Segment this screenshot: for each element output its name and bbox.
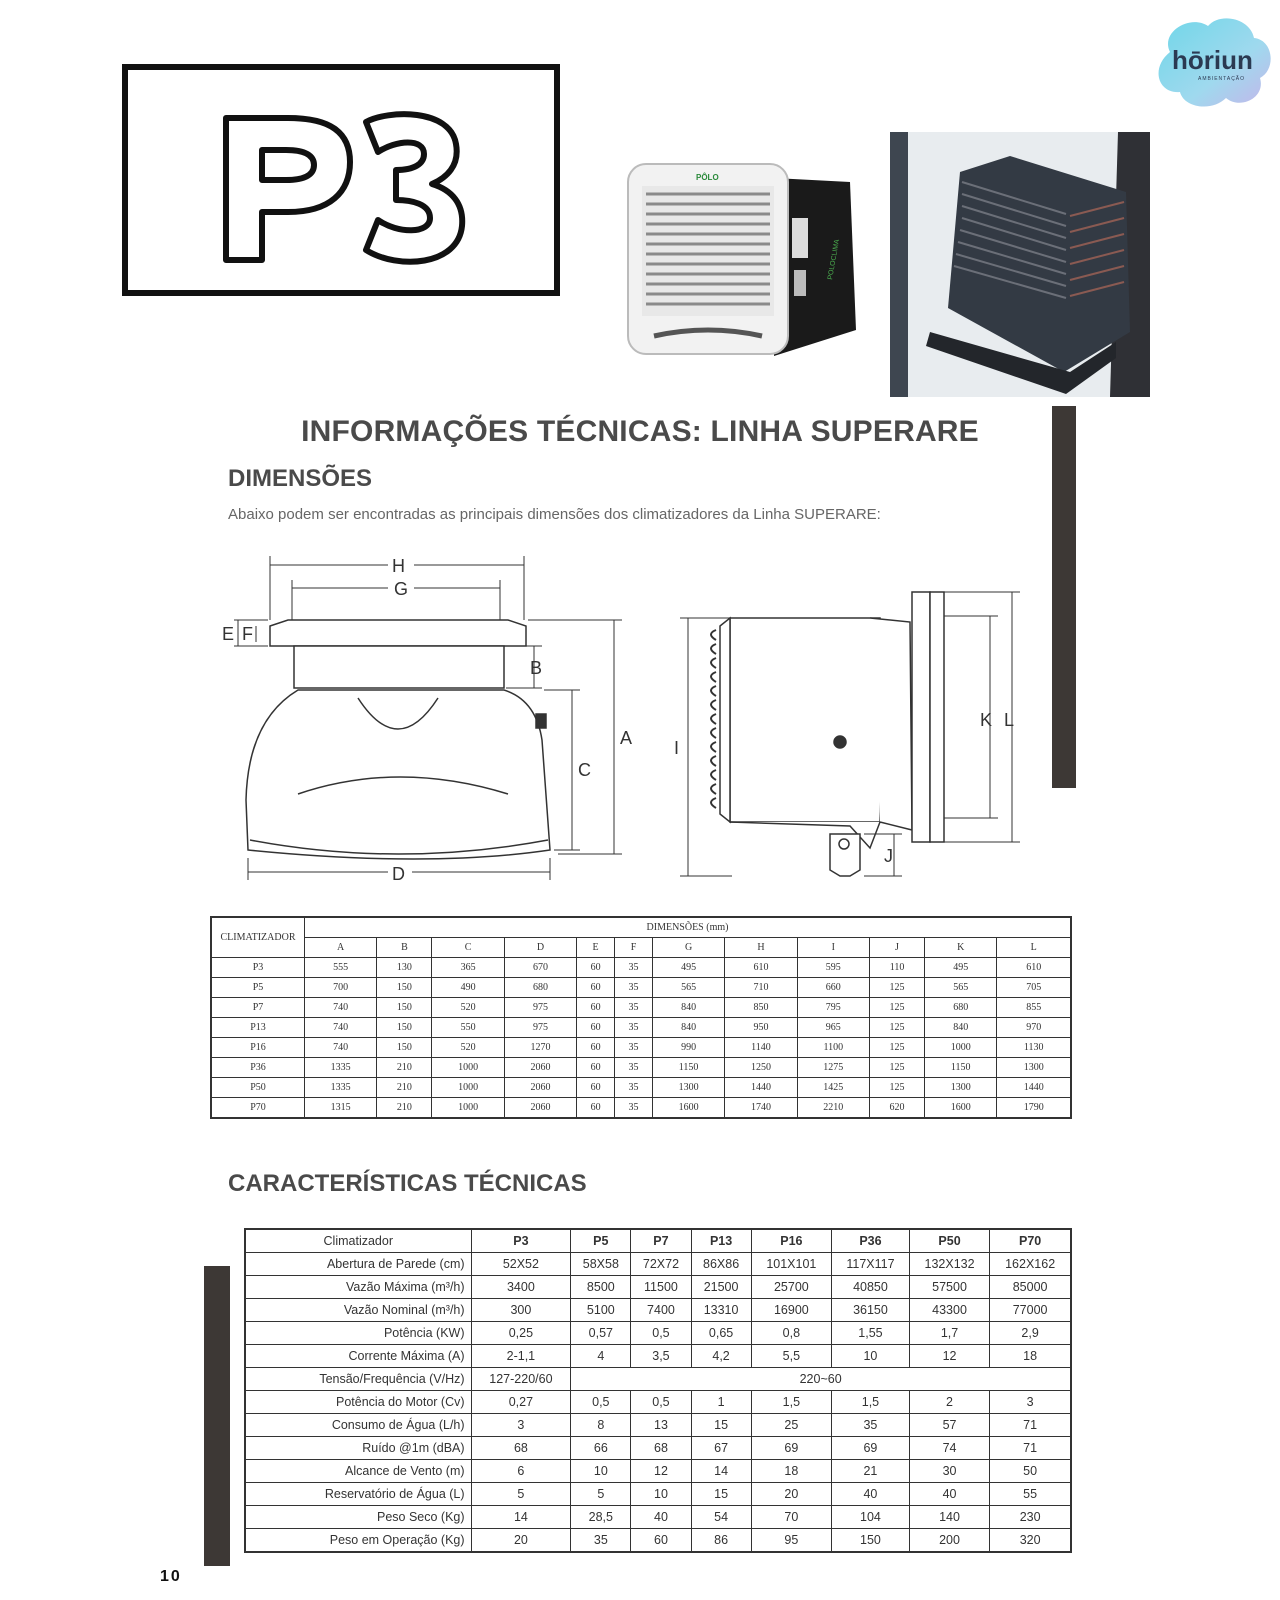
dim-label-a: A bbox=[620, 728, 633, 748]
char-row-label: Peso Seco (Kg) bbox=[245, 1506, 471, 1529]
cooler-brand-label: PÔLO bbox=[696, 173, 719, 182]
table-cell: 555 bbox=[305, 958, 377, 978]
table-cell: 35 bbox=[615, 978, 653, 998]
table-cell: 58X58 bbox=[571, 1253, 631, 1276]
table-cell: 620 bbox=[869, 1098, 924, 1119]
row-model: P36 bbox=[211, 1058, 305, 1078]
table-cell: 740 bbox=[305, 1018, 377, 1038]
table-row bbox=[211, 998, 1071, 1018]
table-cell: 1150 bbox=[925, 1058, 997, 1078]
table-cell: 16900 bbox=[751, 1299, 831, 1322]
table-cell: 125 bbox=[869, 1038, 924, 1058]
table-cell: 35 bbox=[615, 1098, 653, 1119]
dim-column-header: D bbox=[504, 938, 576, 958]
table-row bbox=[245, 1391, 1071, 1414]
table-cell: 35 bbox=[615, 1018, 653, 1038]
table-row bbox=[245, 1322, 1071, 1345]
table-cell: 705 bbox=[997, 978, 1071, 998]
table-cell: 125 bbox=[869, 1018, 924, 1038]
table-cell: 1000 bbox=[432, 1098, 504, 1119]
table-cell: 57 bbox=[909, 1414, 989, 1437]
dim-column-header: C bbox=[432, 938, 504, 958]
table-cell: 13310 bbox=[691, 1299, 751, 1322]
table-cell: 10 bbox=[832, 1345, 910, 1368]
table-cell: 60 bbox=[577, 1038, 615, 1058]
table-cell: 3 bbox=[471, 1414, 571, 1437]
table-cell: 35 bbox=[615, 1078, 653, 1098]
table-cell: 12 bbox=[909, 1345, 989, 1368]
row-model: P16 bbox=[211, 1038, 305, 1058]
table-cell: 69 bbox=[751, 1437, 831, 1460]
dimensions-table bbox=[210, 916, 1072, 1119]
table-cell: 4,2 bbox=[691, 1345, 751, 1368]
char-header-model: P36 bbox=[832, 1229, 910, 1253]
table-cell: 35 bbox=[615, 998, 653, 1018]
front-view-drawing bbox=[222, 550, 633, 895]
table-cell: 8 bbox=[571, 1414, 631, 1437]
table-cell: 0,5 bbox=[631, 1391, 691, 1414]
table-row bbox=[245, 1368, 1071, 1391]
table-cell: 125 bbox=[869, 998, 924, 1018]
dimensions-heading: DIMENSÕES bbox=[228, 465, 373, 492]
table-cell: 70 bbox=[751, 1506, 831, 1529]
char-header-model: P16 bbox=[751, 1229, 831, 1253]
dim-table-body bbox=[211, 958, 1071, 1119]
table-cell: 6 bbox=[471, 1460, 571, 1483]
dim-column-header: J bbox=[869, 938, 924, 958]
table-cell: 110 bbox=[869, 958, 924, 978]
table-cell: 495 bbox=[652, 958, 724, 978]
table-cell: 125 bbox=[869, 978, 924, 998]
table-cell: 1275 bbox=[797, 1058, 869, 1078]
table-cell: 1440 bbox=[725, 1078, 797, 1098]
dim-label-c: C bbox=[578, 760, 591, 780]
char-header-model: P7 bbox=[631, 1229, 691, 1253]
char-header-model: P3 bbox=[471, 1229, 571, 1253]
dim-label-g: G bbox=[394, 579, 409, 599]
table-cell: 60 bbox=[577, 1018, 615, 1038]
dim-column-header: K bbox=[925, 938, 997, 958]
table-cell: 1000 bbox=[925, 1038, 997, 1058]
table-cell: 86 bbox=[691, 1529, 751, 1553]
table-cell: 1270 bbox=[504, 1038, 576, 1058]
table-cell: 140 bbox=[909, 1506, 989, 1529]
table-cell: 975 bbox=[504, 1018, 576, 1038]
table-cell: 1 bbox=[691, 1391, 751, 1414]
table-cell: 1300 bbox=[997, 1058, 1071, 1078]
table-cell: 0,5 bbox=[631, 1322, 691, 1345]
table-cell: 0,8 bbox=[751, 1322, 831, 1345]
table-cell: 72X72 bbox=[631, 1253, 691, 1276]
dim-column-header: B bbox=[377, 938, 432, 958]
table-cell: 1140 bbox=[725, 1038, 797, 1058]
char-table-header bbox=[245, 1229, 1071, 1253]
table-cell: 60 bbox=[631, 1529, 691, 1553]
table-row bbox=[211, 958, 1071, 978]
char-table-body bbox=[245, 1253, 1071, 1553]
table-cell: 300 bbox=[471, 1299, 571, 1322]
table-cell: 15 bbox=[691, 1483, 751, 1506]
table-cell: 850 bbox=[725, 998, 797, 1018]
table-row bbox=[211, 1018, 1071, 1038]
table-cell: 1740 bbox=[725, 1098, 797, 1119]
table-cell: 25 bbox=[751, 1414, 831, 1437]
page-number: 10 bbox=[160, 1568, 182, 1585]
table-row bbox=[211, 1058, 1071, 1078]
table-cell: 150 bbox=[377, 1018, 432, 1038]
table-cell: 25700 bbox=[751, 1276, 831, 1299]
table-cell: 35 bbox=[615, 1058, 653, 1078]
cooler-side-brand-label: POLOCLIMA bbox=[827, 238, 842, 281]
dim-label-i: I bbox=[674, 738, 680, 758]
table-cell: 2210 bbox=[797, 1098, 869, 1119]
table-cell: 1100 bbox=[797, 1038, 869, 1058]
table-cell: 60 bbox=[577, 1098, 615, 1119]
table-cell: 1250 bbox=[725, 1058, 797, 1078]
table-cell: 1300 bbox=[925, 1078, 997, 1098]
dim-column-header: H bbox=[725, 938, 797, 958]
table-cell: 0,27 bbox=[471, 1391, 571, 1414]
table-cell: 2-1,1 bbox=[471, 1345, 571, 1368]
table-cell: 1440 bbox=[997, 1078, 1071, 1098]
table-cell: 2060 bbox=[504, 1058, 576, 1078]
dim-column-header: A bbox=[305, 938, 377, 958]
row-model: P5 bbox=[211, 978, 305, 998]
row-model: P70 bbox=[211, 1098, 305, 1119]
table-cell: 3 bbox=[990, 1391, 1071, 1414]
row-model: P50 bbox=[211, 1078, 305, 1098]
table-cell: 855 bbox=[997, 998, 1071, 1018]
logo-name: hōriun bbox=[1172, 45, 1253, 75]
table-row bbox=[211, 1078, 1071, 1098]
table-cell: 67 bbox=[691, 1437, 751, 1460]
dim-column-header: I bbox=[797, 938, 869, 958]
table-cell: 95 bbox=[751, 1529, 831, 1553]
table-cell: 950 bbox=[725, 1018, 797, 1038]
table-cell: 1000 bbox=[432, 1078, 504, 1098]
table-cell: 150 bbox=[377, 998, 432, 1018]
table-cell: 1315 bbox=[305, 1098, 377, 1119]
table-row bbox=[211, 1038, 1071, 1058]
dim-label-j: J bbox=[884, 846, 893, 866]
table-cell: 3400 bbox=[471, 1276, 571, 1299]
table-cell: 610 bbox=[725, 958, 797, 978]
table-cell: 10 bbox=[571, 1460, 631, 1483]
table-cell: 12 bbox=[631, 1460, 691, 1483]
table-cell: 610 bbox=[997, 958, 1071, 978]
table-cell: 7400 bbox=[631, 1299, 691, 1322]
table-cell: 150 bbox=[377, 1038, 432, 1058]
char-row-label: Ruído @1m (dBA) bbox=[245, 1437, 471, 1460]
logo-tagline: AMBIENTAÇÃO bbox=[1198, 76, 1246, 82]
dim-label-f: F bbox=[242, 624, 253, 644]
table-cell: 14 bbox=[691, 1460, 751, 1483]
table-cell: 60 bbox=[577, 998, 615, 1018]
table-cell: 565 bbox=[652, 978, 724, 998]
table-cell: 1335 bbox=[305, 1078, 377, 1098]
table-cell: 10 bbox=[631, 1483, 691, 1506]
dim-column-header: F bbox=[615, 938, 653, 958]
char-row-label: Corrente Máxima (A) bbox=[245, 1345, 471, 1368]
cooler-photo-installed bbox=[890, 132, 1150, 397]
table-cell: 365 bbox=[432, 958, 504, 978]
table-cell: 840 bbox=[652, 998, 724, 1018]
table-cell: 700 bbox=[305, 978, 377, 998]
table-cell: 0,5 bbox=[571, 1391, 631, 1414]
char-row-label: Abertura de Parede (cm) bbox=[245, 1253, 471, 1276]
char-row-label: Consumo de Água (L/h) bbox=[245, 1414, 471, 1437]
table-cell: 965 bbox=[797, 1018, 869, 1038]
char-header-label: Climatizador bbox=[245, 1229, 471, 1253]
table-row bbox=[245, 1437, 1071, 1460]
table-cell: 101X101 bbox=[751, 1253, 831, 1276]
table-cell: 210 bbox=[377, 1078, 432, 1098]
table-row bbox=[245, 1299, 1071, 1322]
decorative-bar-left bbox=[204, 1266, 230, 1566]
table-cell: 68 bbox=[471, 1437, 571, 1460]
table-cell: 8500 bbox=[571, 1276, 631, 1299]
table-cell: 210 bbox=[377, 1058, 432, 1078]
table-cell: 125 bbox=[869, 1058, 924, 1078]
table-cell: 125 bbox=[869, 1078, 924, 1098]
table-cell: 1150 bbox=[652, 1058, 724, 1078]
dim-label-b: B bbox=[530, 658, 543, 678]
table-cell: 5 bbox=[471, 1483, 571, 1506]
char-row-label: Tensão/Frequência (V/Hz) bbox=[245, 1368, 471, 1391]
table-cell: 13 bbox=[631, 1414, 691, 1437]
table-cell: 565 bbox=[925, 978, 997, 998]
table-row bbox=[245, 1253, 1071, 1276]
table-cell: 162X162 bbox=[990, 1253, 1071, 1276]
table-cell: 130 bbox=[377, 958, 432, 978]
table-cell: 1790 bbox=[997, 1098, 1071, 1119]
table-cell: 1300 bbox=[652, 1078, 724, 1098]
table-cell: 4 bbox=[571, 1345, 631, 1368]
table-cell: 40850 bbox=[832, 1276, 910, 1299]
table-cell: 35 bbox=[615, 958, 653, 978]
dim-table-group: DIMENSÕES (mm) bbox=[305, 917, 1072, 938]
table-cell: 1,7 bbox=[909, 1322, 989, 1345]
table-cell: 50 bbox=[990, 1460, 1071, 1483]
table-cell: 1,5 bbox=[751, 1391, 831, 1414]
row-model: P13 bbox=[211, 1018, 305, 1038]
dim-label-e: E bbox=[222, 624, 235, 644]
row-model: P7 bbox=[211, 998, 305, 1018]
table-cell: 2060 bbox=[504, 1098, 576, 1119]
table-cell: 1,55 bbox=[832, 1322, 910, 1345]
table-cell: 71 bbox=[990, 1437, 1071, 1460]
char-row-label: Peso em Operação (Kg) bbox=[245, 1529, 471, 1553]
dim-label-d: D bbox=[392, 864, 405, 884]
table-cell: 3,5 bbox=[631, 1345, 691, 1368]
table-cell: 5,5 bbox=[751, 1345, 831, 1368]
table-cell: 660 bbox=[797, 978, 869, 998]
table-cell: 0,65 bbox=[691, 1322, 751, 1345]
table-cell: 40 bbox=[909, 1483, 989, 1506]
table-cell: 21 bbox=[832, 1460, 910, 1483]
table-row bbox=[245, 1414, 1071, 1437]
char-header-model: P5 bbox=[571, 1229, 631, 1253]
table-cell: 320 bbox=[990, 1529, 1071, 1553]
dim-label-k: K bbox=[980, 710, 993, 730]
dim-label-h: H bbox=[392, 556, 405, 576]
table-cell: 490 bbox=[432, 978, 504, 998]
table-cell: 1600 bbox=[925, 1098, 997, 1119]
char-header-model: P13 bbox=[691, 1229, 751, 1253]
table-cell: 220~60 bbox=[571, 1368, 1071, 1391]
table-cell: 740 bbox=[305, 1038, 377, 1058]
dim-label-l: L bbox=[1004, 710, 1015, 730]
table-cell: 1335 bbox=[305, 1058, 377, 1078]
table-cell: 35 bbox=[571, 1529, 631, 1553]
table-cell: 520 bbox=[432, 1038, 504, 1058]
table-cell: 5 bbox=[571, 1483, 631, 1506]
row-model: P3 bbox=[211, 958, 305, 978]
table-cell: 1,5 bbox=[832, 1391, 910, 1414]
table-cell: 11500 bbox=[631, 1276, 691, 1299]
table-cell: 60 bbox=[577, 1078, 615, 1098]
table-cell: 150 bbox=[832, 1529, 910, 1553]
char-row-label: Reservatório de Água (L) bbox=[245, 1483, 471, 1506]
table-cell: 71 bbox=[990, 1414, 1071, 1437]
table-cell: 975 bbox=[504, 998, 576, 1018]
table-row bbox=[245, 1483, 1071, 1506]
table-cell: 595 bbox=[797, 958, 869, 978]
char-header-model: P50 bbox=[909, 1229, 989, 1253]
table-cell: 990 bbox=[652, 1038, 724, 1058]
char-header-model: P70 bbox=[990, 1229, 1071, 1253]
table-cell: 57500 bbox=[909, 1276, 989, 1299]
table-cell: 5100 bbox=[571, 1299, 631, 1322]
char-row-label: Alcance de Vento (m) bbox=[245, 1460, 471, 1483]
table-cell: 54 bbox=[691, 1506, 751, 1529]
side-view-drawing bbox=[674, 586, 1060, 906]
table-cell: 36150 bbox=[832, 1299, 910, 1322]
section-title: INFORMAÇÕES TÉCNICAS: LINHA SUPERARE bbox=[301, 415, 979, 448]
table-cell: 840 bbox=[925, 1018, 997, 1038]
char-row-label: Vazão Nominal (m³/h) bbox=[245, 1299, 471, 1322]
characteristics-heading: CARACTERÍSTICAS TÉCNICAS bbox=[228, 1170, 587, 1197]
table-cell: 230 bbox=[990, 1506, 1071, 1529]
table-cell: 795 bbox=[797, 998, 869, 1018]
table-cell: 55 bbox=[990, 1483, 1071, 1506]
table-cell: 1425 bbox=[797, 1078, 869, 1098]
table-cell: 74 bbox=[909, 1437, 989, 1460]
table-cell: 66 bbox=[571, 1437, 631, 1460]
table-cell: 2 bbox=[909, 1391, 989, 1414]
table-cell: 840 bbox=[652, 1018, 724, 1038]
table-cell: 670 bbox=[504, 958, 576, 978]
table-cell: 20 bbox=[471, 1529, 571, 1553]
table-row bbox=[245, 1460, 1071, 1483]
dim-table-corner: CLIMATIZADOR bbox=[211, 917, 305, 958]
table-cell: 210 bbox=[377, 1098, 432, 1119]
table-row bbox=[211, 978, 1071, 998]
table-cell: 68 bbox=[631, 1437, 691, 1460]
table-cell: 40 bbox=[631, 1506, 691, 1529]
table-cell: 30 bbox=[909, 1460, 989, 1483]
table-cell: 52X52 bbox=[471, 1253, 571, 1276]
table-cell: 21500 bbox=[691, 1276, 751, 1299]
char-row-label: Potência do Motor (Cv) bbox=[245, 1391, 471, 1414]
table-cell: 1000 bbox=[432, 1058, 504, 1078]
table-cell: 200 bbox=[909, 1529, 989, 1553]
dimensions-description: Abaixo podem ser encontradas as principais dimensões dos climatizadores da Linha SUPERARE: bbox=[228, 506, 881, 523]
table-cell: 60 bbox=[577, 958, 615, 978]
table-cell: 15 bbox=[691, 1414, 751, 1437]
table-cell: 60 bbox=[577, 1058, 615, 1078]
table-cell: 710 bbox=[725, 978, 797, 998]
char-row-label: Vazão Máxima (m³/h) bbox=[245, 1276, 471, 1299]
model-title bbox=[218, 100, 478, 270]
table-cell: 69 bbox=[832, 1437, 910, 1460]
table-cell: 1600 bbox=[652, 1098, 724, 1119]
table-cell: 40 bbox=[832, 1483, 910, 1506]
table-cell: 970 bbox=[997, 1018, 1071, 1038]
table-cell: 60 bbox=[577, 978, 615, 998]
table-row bbox=[245, 1506, 1071, 1529]
horiun-logo bbox=[1150, 12, 1274, 110]
dim-column-header: G bbox=[652, 938, 724, 958]
dim-column-header: L bbox=[997, 938, 1071, 958]
table-cell: 2060 bbox=[504, 1078, 576, 1098]
table-cell: 520 bbox=[432, 998, 504, 1018]
table-cell: 104 bbox=[832, 1506, 910, 1529]
characteristics-table bbox=[244, 1228, 1072, 1553]
dim-table-columns bbox=[211, 938, 1071, 958]
table-cell: 1130 bbox=[997, 1038, 1071, 1058]
table-cell: 85000 bbox=[990, 1276, 1071, 1299]
table-cell: 150 bbox=[377, 978, 432, 998]
table-cell: 77000 bbox=[990, 1299, 1071, 1322]
table-cell: 0,25 bbox=[471, 1322, 571, 1345]
table-cell: 127-220/60 bbox=[471, 1368, 571, 1391]
table-cell: 550 bbox=[432, 1018, 504, 1038]
table-row bbox=[211, 1098, 1071, 1119]
table-cell: 0,57 bbox=[571, 1322, 631, 1345]
table-cell: 35 bbox=[832, 1414, 910, 1437]
cooler-photo-front bbox=[624, 160, 864, 365]
table-cell: 117X117 bbox=[832, 1253, 910, 1276]
table-cell: 680 bbox=[504, 978, 576, 998]
dim-column-header: E bbox=[577, 938, 615, 958]
char-row-label: Potência (KW) bbox=[245, 1322, 471, 1345]
table-cell: 18 bbox=[990, 1345, 1071, 1368]
table-cell: 35 bbox=[615, 1038, 653, 1058]
table-cell: 14 bbox=[471, 1506, 571, 1529]
table-cell: 495 bbox=[925, 958, 997, 978]
model-title-box bbox=[122, 64, 560, 296]
table-row bbox=[245, 1276, 1071, 1299]
table-cell: 680 bbox=[925, 998, 997, 1018]
table-row bbox=[245, 1529, 1071, 1553]
table-cell: 43300 bbox=[909, 1299, 989, 1322]
table-cell: 28,5 bbox=[571, 1506, 631, 1529]
table-cell: 20 bbox=[751, 1483, 831, 1506]
table-cell: 132X132 bbox=[909, 1253, 989, 1276]
table-cell: 740 bbox=[305, 998, 377, 1018]
table-cell: 86X86 bbox=[691, 1253, 751, 1276]
table-cell: 18 bbox=[751, 1460, 831, 1483]
table-row bbox=[245, 1345, 1071, 1368]
table-cell: 2,9 bbox=[990, 1322, 1071, 1345]
